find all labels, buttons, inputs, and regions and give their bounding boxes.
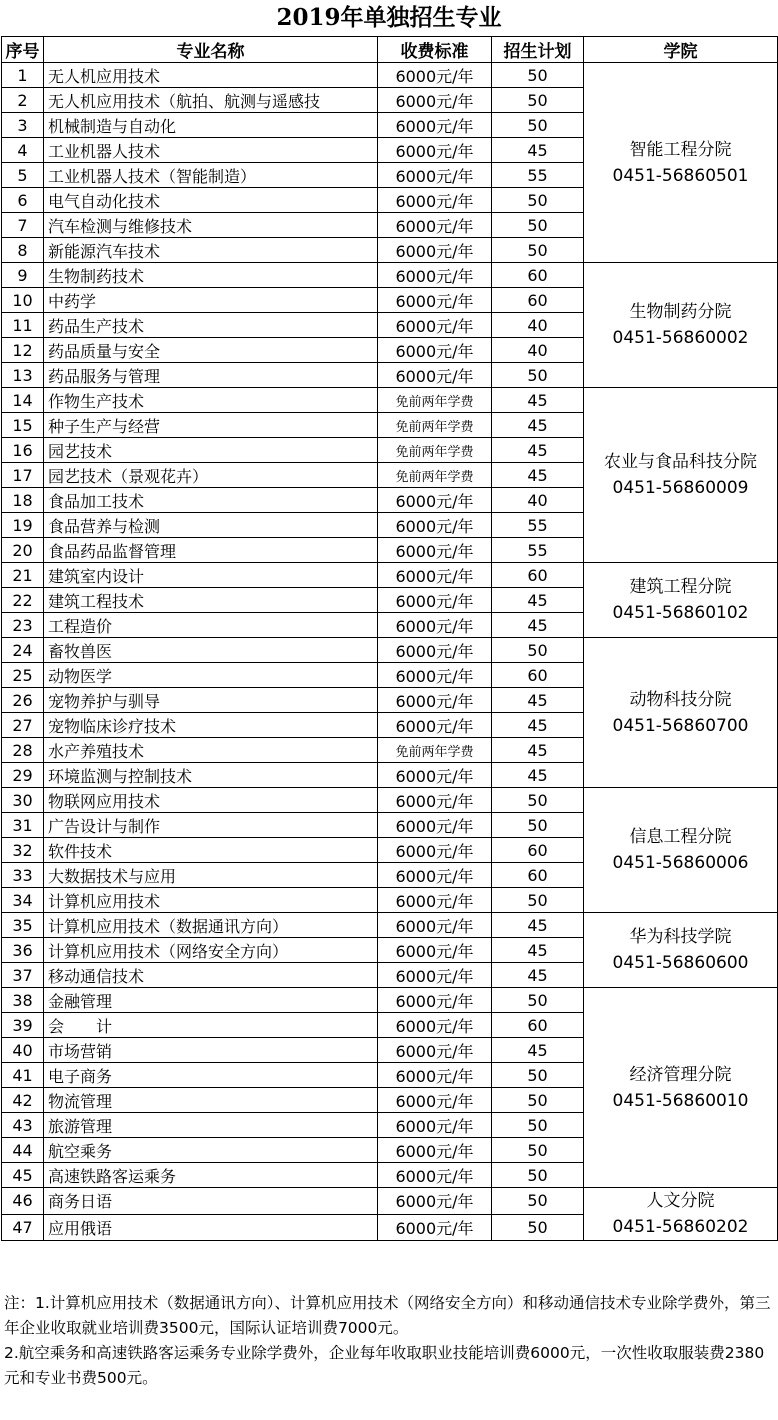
college-phone: 0451-56860006 — [612, 853, 749, 873]
college-name: 建筑工程分院 — [629, 577, 732, 597]
college-name: 生物制药分院 — [629, 302, 732, 322]
row-fee: 6000元/年 — [378, 788, 492, 813]
row-fee: 6000元/年 — [378, 1063, 492, 1088]
row-major: 旅游管理 — [44, 1113, 378, 1138]
row-plan: 50 — [492, 213, 584, 238]
row-major: 会 计 — [44, 1013, 378, 1038]
row-major: 园艺技术（景观花卉） — [44, 463, 378, 488]
row-plan: 60 — [492, 288, 584, 313]
row-index: 44 — [2, 1138, 44, 1163]
college-cell — [584, 263, 778, 388]
row-major: 食品加工技术 — [44, 488, 378, 513]
row-fee: 6000元/年 — [378, 188, 492, 213]
row-major: 药品质量与安全 — [44, 338, 378, 363]
row-fee: 6000元/年 — [378, 488, 492, 513]
row-major: 物联网应用技术 — [44, 788, 378, 813]
row-major: 药品生产技术 — [44, 313, 378, 338]
row-index: 45 — [2, 1163, 44, 1188]
row-plan: 60 — [492, 563, 584, 588]
header-index: 序号 — [2, 37, 44, 63]
row-major: 金融管理 — [44, 988, 378, 1013]
row-plan: 50 — [492, 1163, 584, 1188]
row-index: 19 — [2, 513, 44, 538]
row-index: 16 — [2, 438, 44, 463]
row-index: 23 — [2, 613, 44, 638]
row-major: 种子生产与经营 — [44, 413, 378, 438]
row-index: 40 — [2, 1038, 44, 1063]
row-fee: 6000元/年 — [378, 1188, 492, 1215]
row-plan: 50 — [492, 638, 584, 663]
college-cell — [584, 788, 778, 913]
row-major: 计算机应用技术（数据通讯方向） — [44, 913, 378, 938]
footnotes — [4, 1291, 774, 1391]
row-index: 10 — [2, 288, 44, 313]
row-plan: 50 — [492, 63, 584, 88]
table-row — [2, 788, 778, 813]
row-plan: 50 — [492, 1063, 584, 1088]
row-major: 动物医学 — [44, 663, 378, 688]
row-major: 宠物临床诊疗技术 — [44, 713, 378, 738]
row-fee: 6000元/年 — [378, 763, 492, 788]
row-index: 7 — [2, 213, 44, 238]
row-fee: 6000元/年 — [378, 563, 492, 588]
college-phone: 0451-56860700 — [612, 715, 749, 736]
header-fee: 收费标准 — [378, 37, 492, 63]
college-cell — [584, 1188, 778, 1241]
row-plan: 45 — [492, 613, 584, 638]
table-row — [2, 988, 778, 1013]
college-name: 华为科技学院 — [629, 927, 732, 947]
row-index: 1 — [2, 63, 44, 88]
row-major: 作物生产技术 — [44, 388, 378, 413]
row-index: 47 — [2, 1214, 44, 1241]
row-index: 15 — [2, 413, 44, 438]
row-index: 31 — [2, 813, 44, 838]
row-plan: 50 — [492, 813, 584, 838]
college-cell — [584, 638, 778, 788]
row-major: 移动通信技术 — [44, 963, 378, 988]
row-plan: 50 — [492, 1113, 584, 1138]
row-fee: 6000元/年 — [378, 1013, 492, 1038]
row-plan: 40 — [492, 313, 584, 338]
row-fee: 6000元/年 — [378, 1038, 492, 1063]
row-major: 水产养殖技术 — [44, 738, 378, 763]
row-index: 21 — [2, 563, 44, 588]
row-major: 食品营养与检测 — [44, 513, 378, 538]
row-plan: 60 — [492, 863, 584, 888]
row-fee: 6000元/年 — [378, 913, 492, 938]
row-major: 园艺技术 — [44, 438, 378, 463]
row-major: 软件技术 — [44, 838, 378, 863]
row-fee: 6000元/年 — [378, 263, 492, 288]
college-phone: 0451-56860102 — [612, 603, 749, 623]
row-major: 机械制造与自动化 — [44, 113, 378, 138]
row-major: 高速铁路客运乘务 — [44, 1163, 378, 1188]
table-row — [2, 563, 778, 588]
table-row — [2, 388, 778, 413]
row-index: 24 — [2, 638, 44, 663]
row-major: 计算机应用技术 — [44, 888, 378, 913]
college-cell — [584, 913, 778, 988]
row-major: 畜牧兽医 — [44, 638, 378, 663]
row-index: 2 — [2, 88, 44, 113]
row-index: 18 — [2, 488, 44, 513]
college-name: 智能工程分院 — [629, 139, 732, 160]
college-phone: 0451-56860002 — [612, 328, 749, 348]
row-plan: 45 — [492, 413, 584, 438]
row-fee: 6000元/年 — [378, 713, 492, 738]
row-major: 商务日语 — [44, 1188, 378, 1215]
row-plan: 45 — [492, 463, 584, 488]
row-index: 13 — [2, 363, 44, 388]
row-plan: 45 — [492, 713, 584, 738]
row-index: 38 — [2, 988, 44, 1013]
row-major: 工业机器人技术 — [44, 138, 378, 163]
row-index: 43 — [2, 1113, 44, 1138]
table-row — [2, 638, 778, 663]
row-major: 电子商务 — [44, 1063, 378, 1088]
row-fee: 6000元/年 — [378, 613, 492, 638]
row-fee: 6000元/年 — [378, 1088, 492, 1113]
row-index: 28 — [2, 738, 44, 763]
row-major: 工业机器人技术（智能制造） — [44, 163, 378, 188]
row-major: 物流管理 — [44, 1088, 378, 1113]
row-fee: 6000元/年 — [378, 63, 492, 88]
header-plan: 招生计划 — [492, 37, 584, 63]
row-fee: 6000元/年 — [378, 138, 492, 163]
row-plan: 50 — [492, 188, 584, 213]
row-major: 无人机应用技术（航拍、航测与遥感技 — [44, 88, 378, 113]
row-plan: 60 — [492, 663, 584, 688]
row-major: 大数据技术与应用 — [44, 863, 378, 888]
row-fee: 6000元/年 — [378, 638, 492, 663]
row-fee: 6000元/年 — [378, 888, 492, 913]
row-index: 17 — [2, 463, 44, 488]
row-fee: 免前两年学费 — [378, 438, 492, 463]
table-row — [2, 63, 778, 88]
row-index: 33 — [2, 863, 44, 888]
row-fee: 免前两年学费 — [378, 388, 492, 413]
row-plan: 45 — [492, 688, 584, 713]
row-plan: 45 — [492, 1038, 584, 1063]
row-index: 30 — [2, 788, 44, 813]
college-phone: 0451-56860010 — [612, 1090, 749, 1111]
row-major: 无人机应用技术 — [44, 63, 378, 88]
row-major: 环境监测与控制技术 — [44, 763, 378, 788]
row-fee: 6000元/年 — [378, 1163, 492, 1188]
row-plan: 45 — [492, 388, 584, 413]
row-fee: 6000元/年 — [378, 538, 492, 563]
row-major: 应用俄语 — [44, 1214, 378, 1241]
row-plan: 60 — [492, 263, 584, 288]
row-fee: 6000元/年 — [378, 663, 492, 688]
row-index: 39 — [2, 1013, 44, 1038]
footnote-1: 注：1.计算机应用技术（数据通讯方向）、计算机应用技术（网络安全方向）和移动通信技术专业除学费外，第三年企业收取就业培训费3500元，国际认证培训费7000元。 — [4, 1294, 771, 1337]
row-index: 3 — [2, 113, 44, 138]
row-plan: 50 — [492, 1214, 584, 1241]
row-major: 工程造价 — [44, 613, 378, 638]
row-major: 中药学 — [44, 288, 378, 313]
header-major: 专业名称 — [44, 37, 378, 63]
row-plan: 60 — [492, 838, 584, 863]
row-index: 9 — [2, 263, 44, 288]
row-plan: 55 — [492, 538, 584, 563]
row-plan: 45 — [492, 913, 584, 938]
row-index: 41 — [2, 1063, 44, 1088]
table-body — [2, 63, 778, 1241]
row-index: 25 — [2, 663, 44, 688]
row-fee: 免前两年学费 — [378, 738, 492, 763]
row-plan: 55 — [492, 513, 584, 538]
row-index: 6 — [2, 188, 44, 213]
row-major: 计算机应用技术（网络安全方向） — [44, 938, 378, 963]
row-major: 航空乘务 — [44, 1138, 378, 1163]
table-row — [2, 263, 778, 288]
row-index: 29 — [2, 763, 44, 788]
row-fee: 6000元/年 — [378, 163, 492, 188]
table-row — [2, 1188, 778, 1215]
college-cell — [584, 388, 778, 563]
row-plan: 50 — [492, 113, 584, 138]
row-major: 食品药品监督管理 — [44, 538, 378, 563]
row-plan: 50 — [492, 88, 584, 113]
row-index: 12 — [2, 338, 44, 363]
row-major: 广告设计与制作 — [44, 813, 378, 838]
row-major: 宠物养护与驯导 — [44, 688, 378, 713]
row-major: 电气自动化技术 — [44, 188, 378, 213]
footnote-2: 2.航空乘务和高速铁路客运乘务专业除学费外，企业每年收取职业技能培训费6000元，一次性收取服装费2380元和专业书费500元。 — [4, 1344, 765, 1387]
row-plan: 50 — [492, 363, 584, 388]
row-major: 建筑室内设计 — [44, 563, 378, 588]
row-index: 32 — [2, 838, 44, 863]
row-major: 药品服务与管理 — [44, 363, 378, 388]
row-index: 20 — [2, 538, 44, 563]
college-name: 农业与食品科技分院 — [604, 452, 757, 472]
row-plan: 45 — [492, 963, 584, 988]
row-index: 22 — [2, 588, 44, 613]
row-index: 26 — [2, 688, 44, 713]
row-plan: 45 — [492, 938, 584, 963]
college-name: 动物科技分院 — [629, 689, 732, 710]
row-fee: 6000元/年 — [378, 838, 492, 863]
row-fee: 6000元/年 — [378, 938, 492, 963]
college-phone: 0451-56860600 — [612, 953, 749, 973]
college-name: 经济管理分院 — [629, 1064, 732, 1085]
row-fee: 6000元/年 — [378, 813, 492, 838]
row-fee: 6000元/年 — [378, 863, 492, 888]
row-fee: 6000元/年 — [378, 338, 492, 363]
row-index: 5 — [2, 163, 44, 188]
row-index: 36 — [2, 938, 44, 963]
row-plan: 50 — [492, 888, 584, 913]
majors-table — [1, 36, 778, 1241]
college-phone: 0451-56860009 — [612, 478, 749, 498]
row-major: 汽车检测与维修技术 — [44, 213, 378, 238]
row-fee: 6000元/年 — [378, 963, 492, 988]
row-index: 4 — [2, 138, 44, 163]
row-plan: 45 — [492, 738, 584, 763]
table-row — [2, 913, 778, 938]
row-plan: 45 — [492, 588, 584, 613]
row-fee: 6000元/年 — [378, 588, 492, 613]
row-index: 42 — [2, 1088, 44, 1113]
row-fee: 6000元/年 — [378, 513, 492, 538]
row-fee: 6000元/年 — [378, 313, 492, 338]
row-plan: 45 — [492, 138, 584, 163]
row-index: 37 — [2, 963, 44, 988]
row-major: 生物制药技术 — [44, 263, 378, 288]
row-fee: 6000元/年 — [378, 688, 492, 713]
row-fee: 6000元/年 — [378, 213, 492, 238]
row-index: 11 — [2, 313, 44, 338]
row-plan: 50 — [492, 1088, 584, 1113]
row-plan: 50 — [492, 788, 584, 813]
row-fee: 免前两年学费 — [378, 463, 492, 488]
row-plan: 45 — [492, 438, 584, 463]
row-plan: 55 — [492, 163, 584, 188]
row-fee: 6000元/年 — [378, 113, 492, 138]
row-index: 35 — [2, 913, 44, 938]
row-index: 34 — [2, 888, 44, 913]
row-fee: 6000元/年 — [378, 1138, 492, 1163]
row-index: 8 — [2, 238, 44, 263]
college-cell — [584, 63, 778, 263]
row-plan: 45 — [492, 763, 584, 788]
college-name: 人文分院 — [646, 1191, 715, 1211]
row-fee: 6000元/年 — [378, 238, 492, 263]
row-index: 46 — [2, 1188, 44, 1215]
row-fee: 6000元/年 — [378, 288, 492, 313]
row-plan: 50 — [492, 238, 584, 263]
row-index: 14 — [2, 388, 44, 413]
row-index: 27 — [2, 713, 44, 738]
college-cell — [584, 563, 778, 638]
row-plan: 50 — [492, 988, 584, 1013]
college-name: 信息工程分院 — [629, 827, 732, 847]
row-major: 市场营销 — [44, 1038, 378, 1063]
college-phone: 0451-56860501 — [612, 165, 749, 186]
row-fee: 6000元/年 — [378, 363, 492, 388]
row-fee: 6000元/年 — [378, 1113, 492, 1138]
page-title: 2019年单独招生专业 — [276, 4, 502, 31]
college-cell — [584, 988, 778, 1188]
row-plan: 60 — [492, 1013, 584, 1038]
row-major: 新能源汽车技术 — [44, 238, 378, 263]
row-plan: 50 — [492, 1138, 584, 1163]
row-plan: 40 — [492, 488, 584, 513]
row-fee: 6000元/年 — [378, 88, 492, 113]
college-phone: 0451-56860202 — [612, 1217, 749, 1237]
row-fee: 6000元/年 — [378, 1214, 492, 1241]
row-plan: 50 — [492, 1188, 584, 1215]
row-fee: 6000元/年 — [378, 988, 492, 1013]
table-header-row — [2, 37, 778, 63]
row-major: 建筑工程技术 — [44, 588, 378, 613]
header-college: 学院 — [584, 37, 778, 63]
row-plan: 40 — [492, 338, 584, 363]
row-fee: 免前两年学费 — [378, 413, 492, 438]
